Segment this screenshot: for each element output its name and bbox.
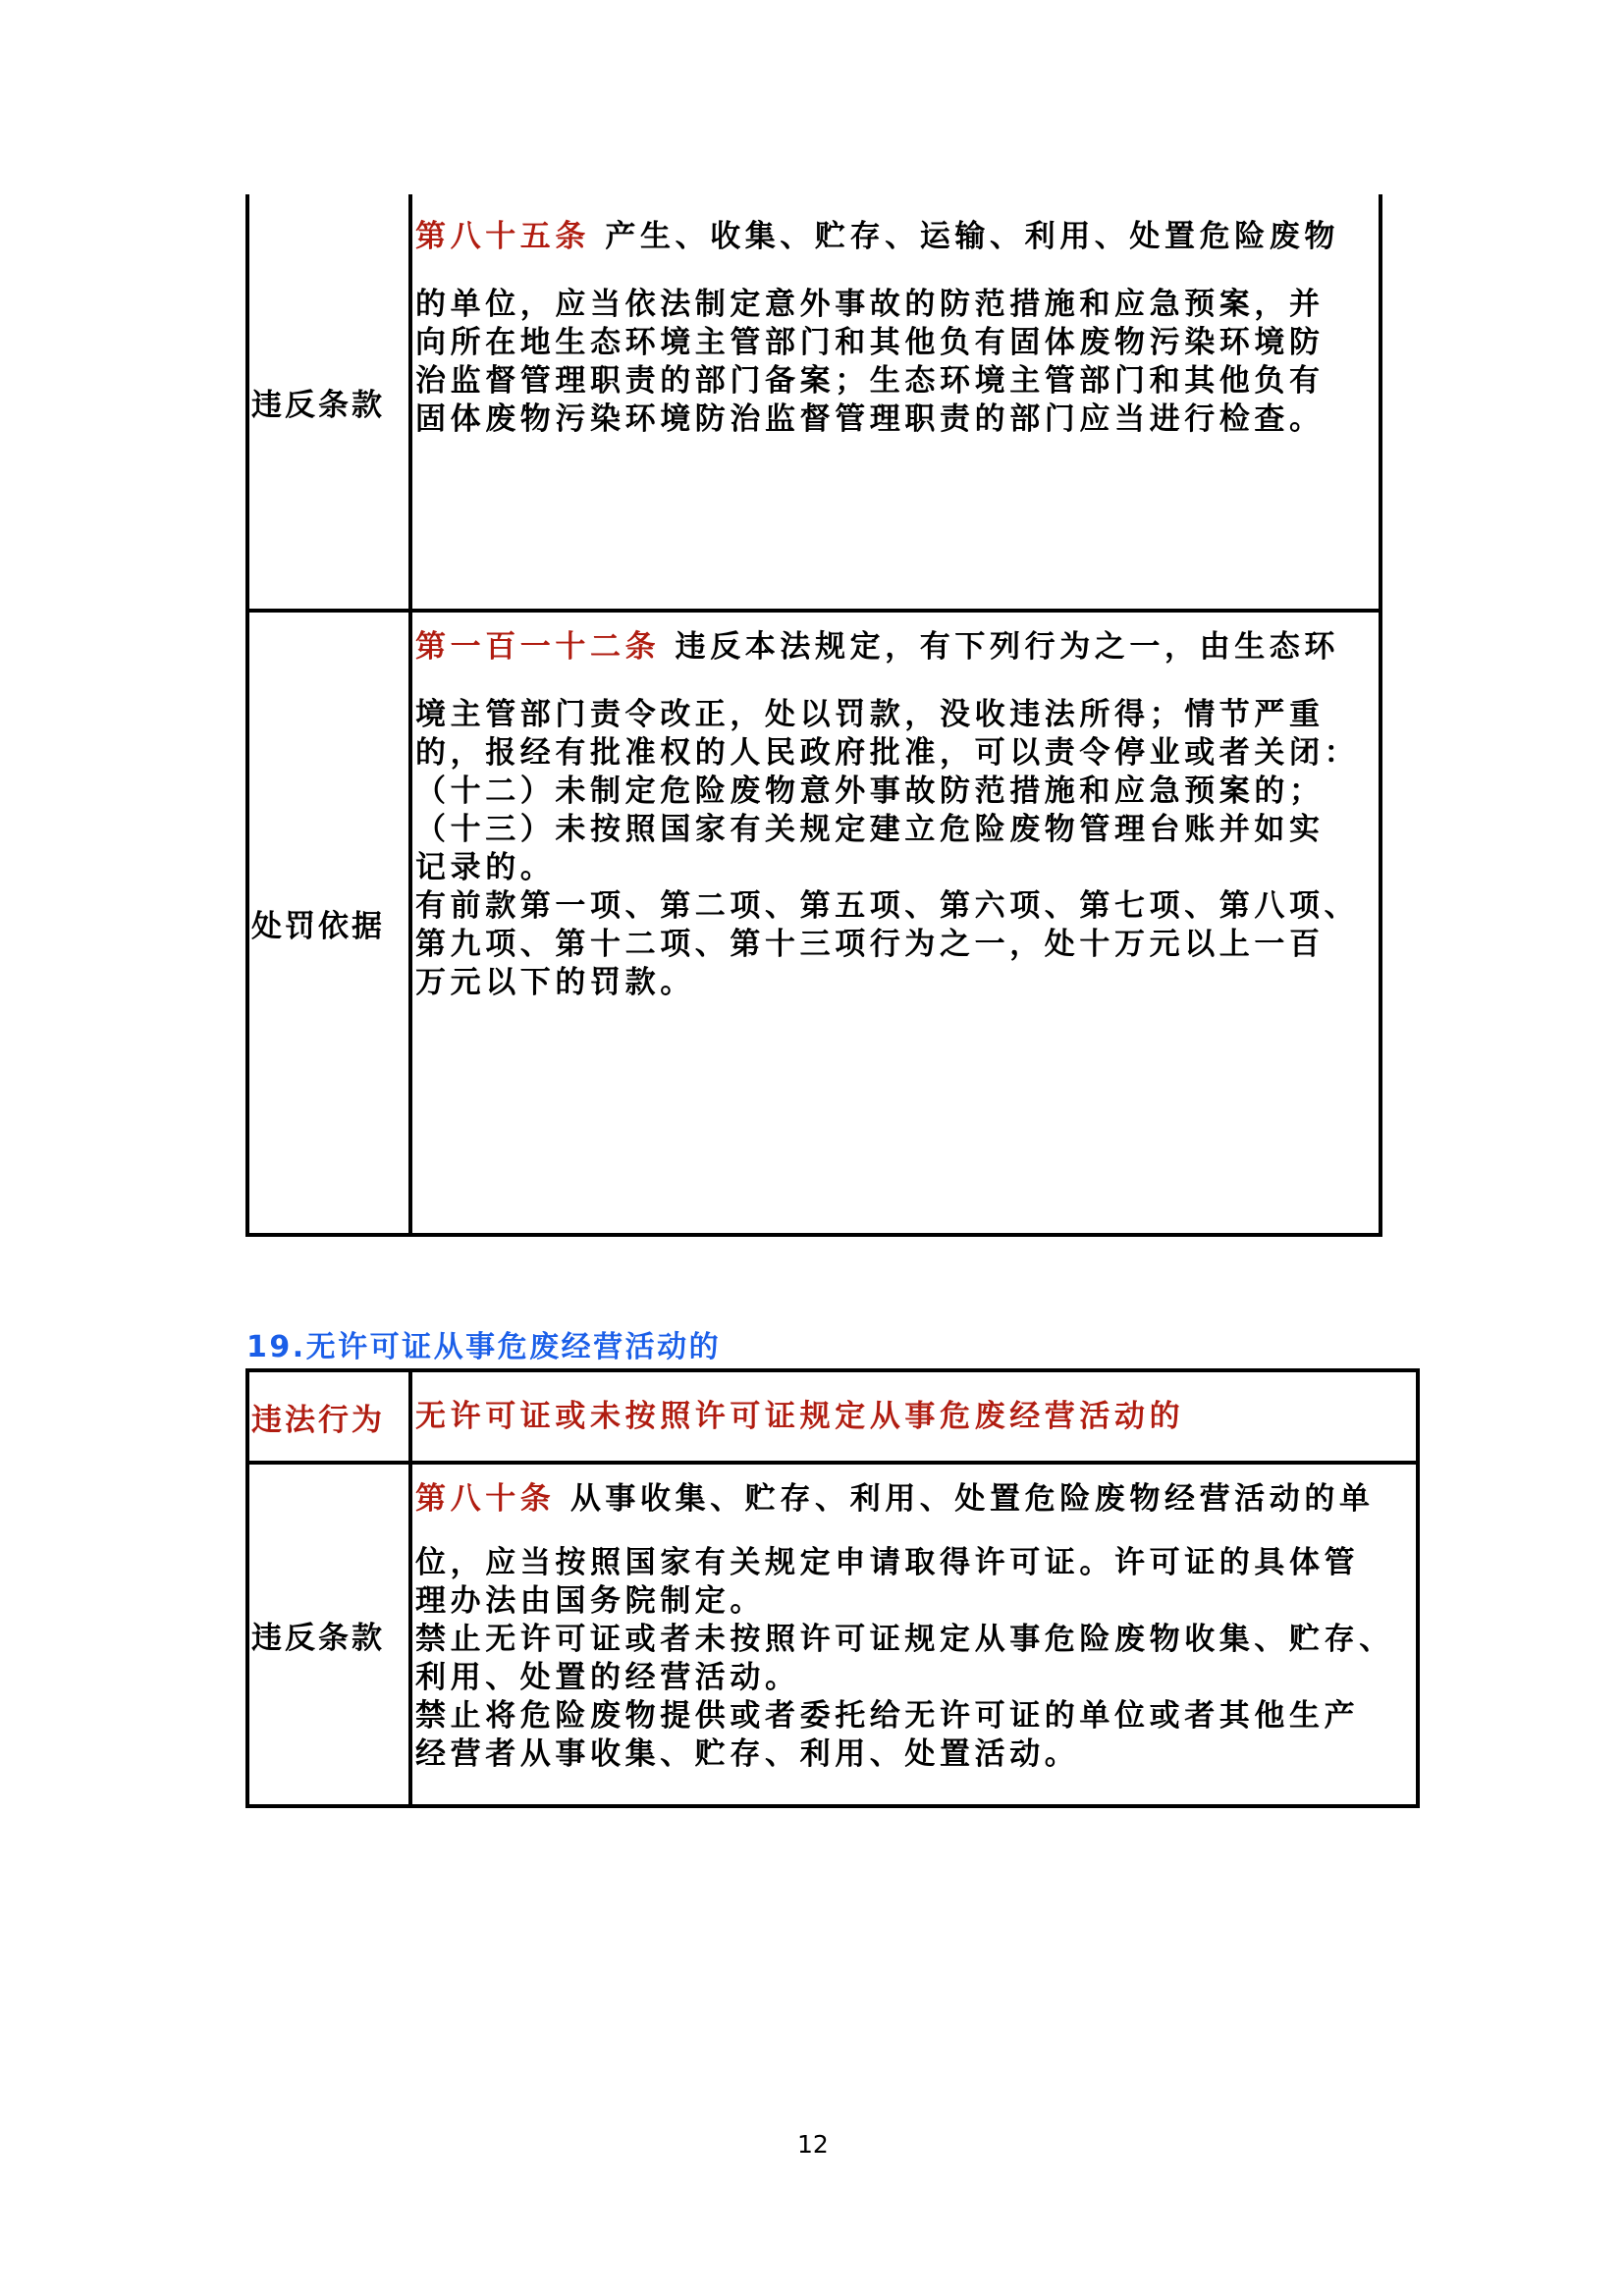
content-line: 向所在地生态环境主管部门和其他负有固体废物污染环境防 <box>415 325 1325 360</box>
spacer <box>555 1481 569 1517</box>
content-line: 境主管部门责令改正，处以罚款，没收违法所得；情节严重 <box>415 697 1325 732</box>
table-row-penalty-basis <box>247 611 1380 1235</box>
content-first-line <box>415 218 1377 256</box>
content-line: 记录的。 <box>415 850 556 885</box>
section-title: 19.无许可证从事危废经营活动的 <box>246 1330 722 1364</box>
content-line: 位，应当按照国家有关规定申请取得许可证。许可证的具体管 <box>415 1545 1360 1580</box>
content-line: 的，报经有批准权的人民政府批准，可以责令停业或者关闭： <box>415 735 1360 771</box>
article-intro-text: 违反本法规定，有下列行为之一，由生态环 <box>675 629 1340 665</box>
page-number: 12 <box>797 2130 829 2159</box>
row-label: 违反条款 <box>247 194 410 611</box>
content-line: 禁止将危险废物提供或者委托给无许可证的单位或者其他生产 <box>415 1698 1360 1734</box>
content-first-line <box>415 628 1377 667</box>
row-label: 处罚依据 <box>247 611 410 1235</box>
content-line: 治监督管理职责的部门备案；生态环境主管部门和其他负有 <box>415 363 1325 399</box>
row-content <box>410 611 1380 1235</box>
article-number: 第八十五条 <box>415 219 590 254</box>
content-line: 禁止无许可证或者未按照许可证规定从事危险废物收集、贮存、 <box>415 1622 1394 1657</box>
content-first-line <box>415 1480 1414 1519</box>
table-row-violated-clause <box>247 194 1380 611</box>
row-content <box>410 194 1380 611</box>
article-number: 第一百一十二条 <box>415 629 661 665</box>
row-content <box>410 1463 1418 1806</box>
article-intro-text: 从事收集、贮存、利用、处置危险废物经营活动的单 <box>569 1481 1375 1517</box>
row-label: 违反条款 <box>247 1463 410 1806</box>
content-line: 万元以下的罚款。 <box>415 965 695 1000</box>
content-line: 有前款第一项、第二项、第五项、第六项、第七项、第八项、 <box>415 888 1360 924</box>
content-line: 第九项、第十二项、第十三项行为之一，处十万元以上一百 <box>415 927 1325 962</box>
article-intro-text: 产生、收集、贮存、运输、利用、处置危险废物 <box>605 219 1340 254</box>
content-line: 利用、处置的经营活动。 <box>415 1660 800 1695</box>
article-number: 第八十条 <box>415 1481 556 1517</box>
article-intro <box>590 219 605 254</box>
table-row-violated-clause <box>247 1463 1418 1806</box>
section-table <box>245 1368 1420 1808</box>
content-line: （十二）未制定危险废物意外事故防范措施和应急预案的； <box>415 774 1325 809</box>
spacer <box>660 629 675 665</box>
content-line: （十三）未按照国家有关规定建立危险废物管理台账并如实 <box>415 812 1325 847</box>
table-row-illegal-act <box>247 1370 1418 1463</box>
continued-table <box>245 194 1382 1237</box>
content-line: 经营者从事收集、贮存、利用、处置活动。 <box>415 1736 1080 1772</box>
content-line: 的单位，应当依法制定意外事故的防范措施和应急预案，并 <box>415 287 1325 322</box>
content-line: 理办法由国务院制定。 <box>415 1583 765 1619</box>
row-value: 无许可证或未按照许可证规定从事危废经营活动的 <box>410 1370 1418 1463</box>
row-label: 违法行为 <box>247 1370 410 1463</box>
content-line: 固体废物污染环境防治监督管理职责的部门应当进行检查。 <box>415 401 1325 437</box>
